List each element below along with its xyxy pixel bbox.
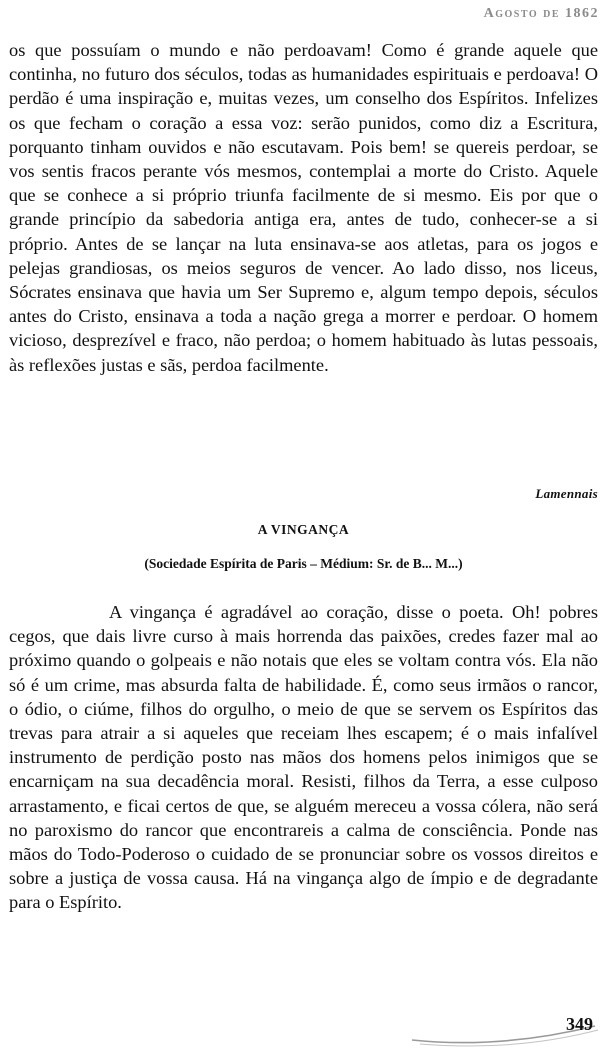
paragraph: A vingança é agradável ao coração, disse o poeta. Oh! pobres cegos, que dais livre curso à mais horrenda das paixões, credes fazer mal ao próximo quando o golpeais e não notais que eles se voltam contra vós. Ela não só é um crime, mas absurda falta de habilidade. É, como seus irmãos o rancor, o ódio, o ciúme, filhos do orgulho, o meio de que se servem os Espíritos das trevas para atrair a si aqueles que receiam lhes escapem; é o mais infalível instrumento de perdição posto nas mãos dos homens pelos inimigos que se encarniçam na sua decadência moral. Resisti, filhos da Terra, a esse culposo arrastamento, e ficai certos de que, se alguém mereceu a vossa cólera, não será no paroxismo do rancor que encontrareis a calma de consciência. Ponde nas mãos do Todo-Poderoso o cuidado de se pronunciar sobre os vossos direitos e sobre a justiça de vossa causa. Há na vingança algo de ímpio e de degradante para o Espírito. (9, 602, 598, 913)
running-header: Agosto de 1862 (483, 6, 599, 21)
section-title: A VINGANÇA (257, 522, 350, 537)
author-signature: Lamennais (535, 486, 598, 501)
section-subtitle: (Sociedade Espírita de Paris – Médium: Sr. de B... M...) (144, 556, 463, 571)
page-number: 349 (566, 1014, 593, 1034)
article-body-vinganca (9, 600, 598, 915)
article-body-lamennais (9, 38, 598, 377)
paragraph: os que possuíam o mundo e não perdoavam! Como é grande aquele que continha, no futuro dos séculos, todas as humanidades espirituais e perdoava! O perdão é uma inspiração e, muitas vezes, um conselho dos Espíritos. Infelizes os que fecham o coração a essa voz: serão punidos, como diz a Escritura, porquanto tinham ouvidos e não escutavam. Pois bem! se quereis perdoar, se vos sentis fracos perante vós mesmos, contemplai a morte do Cristo. Aquele que se conhece a si próprio triunfa facilmente de si mesmo. Eis por que o grande princípio da sabedoria antiga era, antes de tudo, conhecer-se a si próprio. Antes de se lançar na luta ensinava-se aos atletas, para os jogos e pelejas grandiosas, os meios seguros de vencer. Ao lado disso, nos liceus, Sócrates ensinava que havia um Ser Supremo e, algum tempo depois, séculos antes do Cristo, ensinava a toda a nação grega a morrer e perdoar. O homem vicioso, desprezível e fraco, não perdoa; o homem habituado às lutas pessoais, às reflexões justas e sãs, perdoa facilmente. (9, 40, 598, 375)
